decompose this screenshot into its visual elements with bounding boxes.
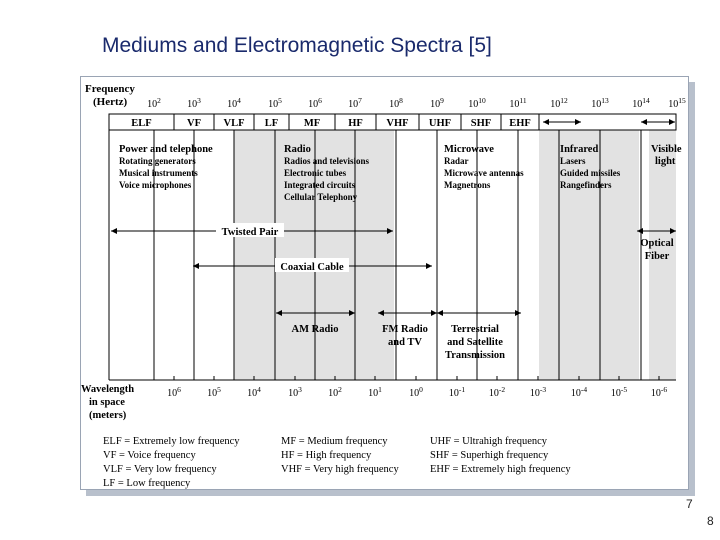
band-label-hf: HF xyxy=(348,118,363,129)
group-item-2-0: Radar xyxy=(444,156,469,166)
group-item-3-2: Rangefinders xyxy=(560,180,612,190)
legend-entry-1-1: HF = High frequency xyxy=(281,450,372,461)
wavelength-tick-4: $10^2$ xyxy=(328,385,342,399)
spectrum-figure xyxy=(80,76,689,490)
wavelength-tick-9: $10^{-3}$ xyxy=(529,385,547,399)
radio-region xyxy=(234,114,394,380)
group-item-1-3: Cellular Telephony xyxy=(284,192,358,202)
wavelength-tick-6: $10^0$ xyxy=(409,385,423,399)
band-label-elf: ELF xyxy=(131,118,152,129)
am-radio-label: AM Radio xyxy=(291,324,339,335)
wavelength-tick-5: $10^1$ xyxy=(368,385,382,399)
wavelength-tick-7: $10^{-1}$ xyxy=(448,385,466,399)
group-item-0-1: Musical instruments xyxy=(119,168,198,178)
frequency-tick-10: $10^{12}$ xyxy=(550,96,568,110)
terrestrial-label-2: and Satellite xyxy=(447,337,503,348)
page-number-inner: 7 xyxy=(686,497,693,511)
fm-radio-label-2: and TV xyxy=(388,337,422,348)
legend-entry-1-0: VF = Voice frequency xyxy=(103,450,196,461)
wavelength-label-3: (meters) xyxy=(89,410,127,421)
fm-radio-label-1: FM Radio xyxy=(382,324,428,335)
group-item-3-0: Lasers xyxy=(560,156,586,166)
wavelength-tick-3: $10^3$ xyxy=(288,385,302,399)
frequency-label: Frequency xyxy=(85,83,135,95)
terrestrial-arrow xyxy=(437,310,521,316)
frequency-tick-7: $10^9$ xyxy=(430,96,444,110)
frequency-tick-0: $10^2$ xyxy=(147,96,161,110)
wavelength-tick-8: $10^{-2}$ xyxy=(488,385,506,399)
band-label-vhf: VHF xyxy=(386,118,409,129)
legend-entry-0-2: UHF = Ultrahigh frequency xyxy=(430,436,548,447)
wavelength-tick-10: $10^{-4}$ xyxy=(570,385,588,399)
frequency-tick-12: $10^{14}$ xyxy=(632,96,650,110)
legend-entry-2-0: VLF = Very low frequency xyxy=(103,464,217,475)
group-heading-0: Power and telephone xyxy=(119,144,213,155)
frequency-tick-1: $10^3$ xyxy=(187,96,201,110)
wavelength-label: Wavelength xyxy=(81,384,135,395)
frequency-tick-3: $10^5$ xyxy=(268,96,282,110)
wavelength-tick-2: $10^4$ xyxy=(247,385,261,399)
band-label-shf: SHF xyxy=(470,118,492,129)
group-item-0-0: Rotating generators xyxy=(119,156,196,166)
group-item-1-2: Integrated circuits xyxy=(284,180,356,190)
frequency-tick-2: $10^4$ xyxy=(227,96,241,110)
twisted-pair-label: Twisted Pair xyxy=(221,227,279,238)
legend-entry-1-2: SHF = Superhigh frequency xyxy=(430,450,549,461)
frequency-tick-4: $10^6$ xyxy=(308,96,322,110)
group-item-2-2: Magnetrons xyxy=(444,180,491,190)
frequency-tick-8: $10^{10}$ xyxy=(468,96,486,110)
frequency-tick-11: $10^{13}$ xyxy=(591,96,609,110)
group-item-1-1: Electronic tubes xyxy=(284,168,347,178)
band-label-ehf: EHF xyxy=(509,118,531,129)
frequency-tick-9: $10^{11}$ xyxy=(509,96,527,110)
page-number-outer: 8 xyxy=(707,514,714,528)
band-label-vf: VF xyxy=(187,118,201,129)
slide-title: Mediums and Electromagnetic Spectra [5] xyxy=(102,34,492,57)
wavelength-tick-1: $10^5$ xyxy=(207,385,221,399)
group-item-3-1: Guided missiles xyxy=(560,168,621,178)
group-item-2-1: Microwave antennas xyxy=(444,168,524,178)
optical-fiber-label-2: Fiber xyxy=(644,251,670,262)
group-heading-3: Infrared xyxy=(560,144,599,155)
legend-entry-2-2: EHF = Extremely high frequency xyxy=(430,464,571,475)
group-item-0-2: Voice microphones xyxy=(119,180,192,190)
wavelength-tick-0: $10^6$ xyxy=(167,385,181,399)
coaxial-cable-label: Coaxial Cable xyxy=(280,262,344,273)
legend-entry-0-1: MF = Medium frequency xyxy=(281,436,388,447)
band-label-mf: MF xyxy=(303,118,321,129)
wavelength-tick-11: $10^{-5}$ xyxy=(610,385,628,399)
frequency-unit: (Hertz) xyxy=(93,96,128,108)
frequency-tick-6: $10^8$ xyxy=(389,96,403,110)
band-label-vlf: VLF xyxy=(223,118,245,129)
group-item-1-0: Radios and televisions xyxy=(284,156,370,166)
terrestrial-label-1: Terrestrial xyxy=(451,324,499,335)
group-heading-2: Microwave xyxy=(444,144,494,155)
group-item-4-0: light xyxy=(655,156,676,167)
group-heading-4: Visible xyxy=(651,144,682,155)
spectrum-diagram xyxy=(81,77,688,489)
terrestrial-label-3: Transmission xyxy=(445,350,505,361)
wavelength-tick-12: $10^{-6}$ xyxy=(650,385,668,399)
optical-fiber-label-1: Optical xyxy=(640,238,674,249)
frequency-tick-13: $10^{15}$ xyxy=(668,96,686,110)
wavelength-label-2: in space xyxy=(89,397,125,408)
legend-entry-2-1: VHF = Very high frequency xyxy=(281,464,399,475)
legend-entry-3-0: LF = Low frequency xyxy=(103,478,191,489)
group-heading-1: Radio xyxy=(284,144,311,155)
band-label-lf: LF xyxy=(264,118,279,129)
band-label-uhf: UHF xyxy=(428,118,452,129)
legend-entry-0-0: ELF = Extremely low frequency xyxy=(103,436,240,447)
frequency-tick-5: $10^7$ xyxy=(348,96,362,110)
